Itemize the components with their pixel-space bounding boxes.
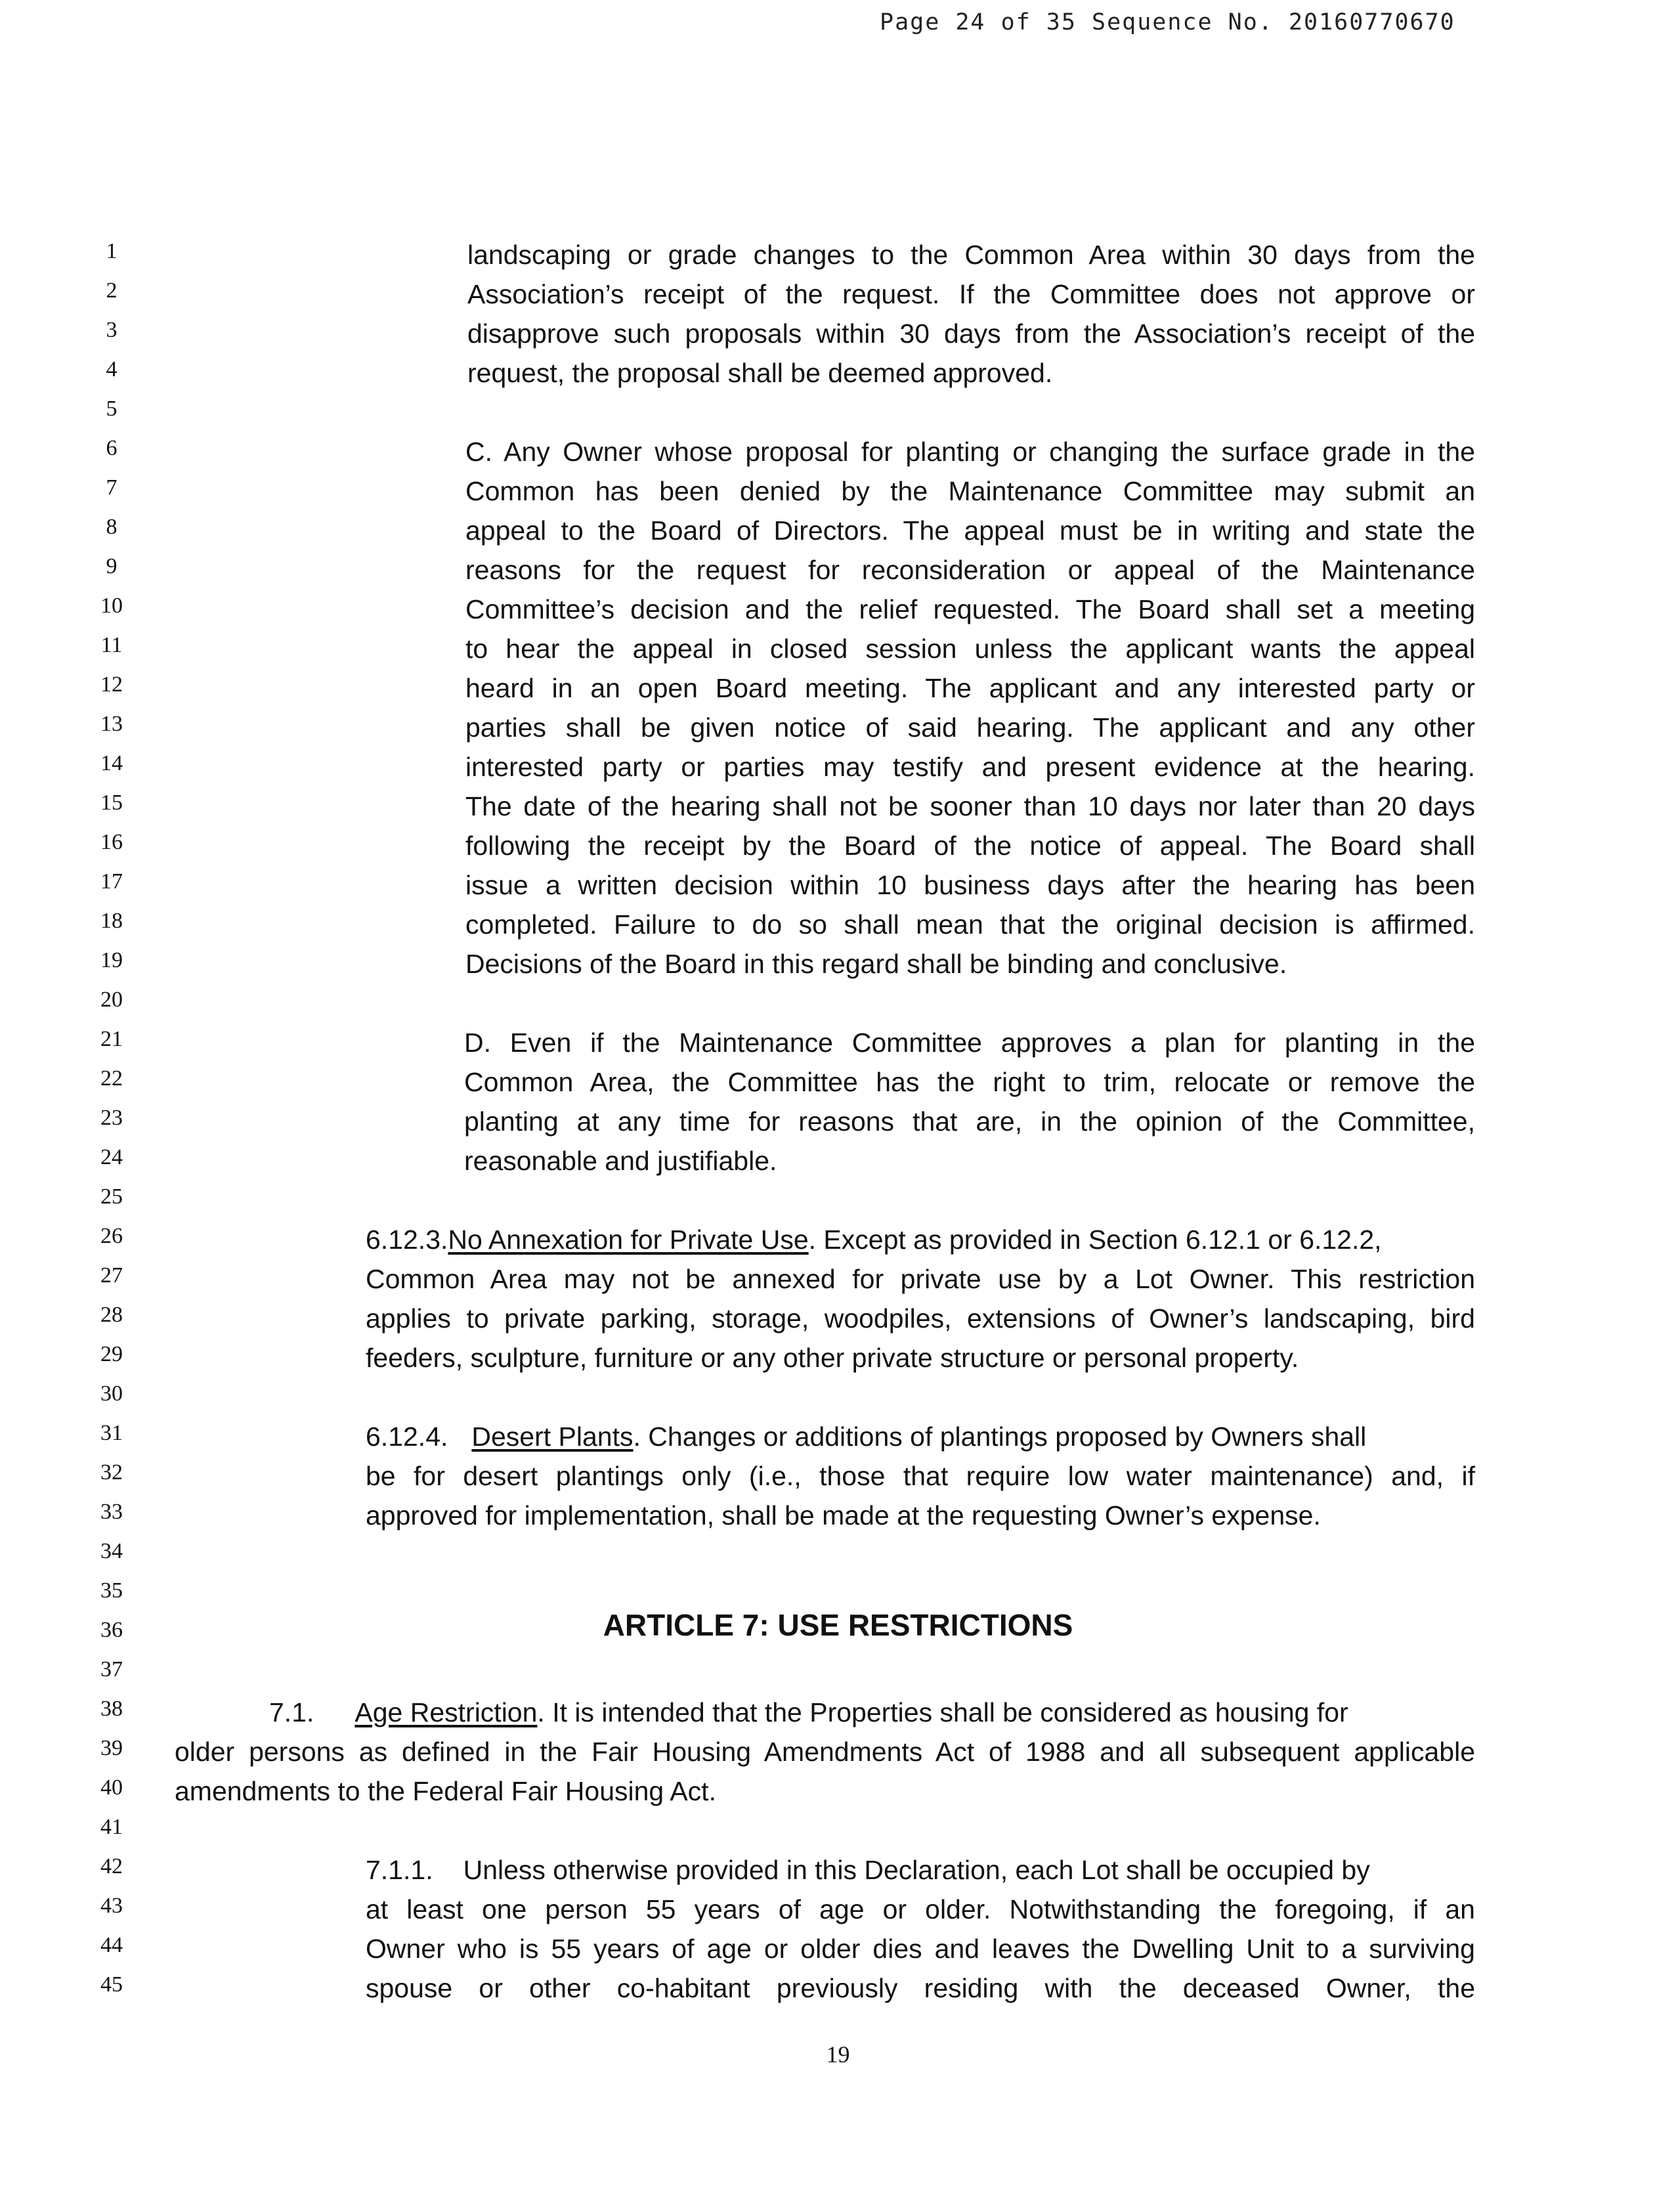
text-line xyxy=(366,1857,1370,1884)
text-line: request, the proposal shall be deemed approved. xyxy=(467,358,1053,388)
line-number: 7 xyxy=(106,475,118,500)
line-number: 8 xyxy=(106,515,118,539)
line-number: 36 xyxy=(100,1618,123,1642)
line-number: 27 xyxy=(100,1263,123,1288)
line-number: 18 xyxy=(100,909,123,933)
text-line: parties shall be given notice of said hearing. The applicant and any other xyxy=(465,712,1475,743)
text-line: Common Area, the Committee has the right to trim, relocate or remove the xyxy=(464,1067,1475,1097)
text-line: The date of the hearing shall not be sooner than 10 days nor later than 20 days xyxy=(465,791,1475,821)
line-number: 34 xyxy=(100,1539,123,1563)
section-text: . Changes or additions of plantings proposed by Owners shall xyxy=(633,1421,1367,1452)
line-number: 20 xyxy=(100,987,123,1012)
section-number: 6.12.3. xyxy=(366,1225,448,1255)
line-number: 25 xyxy=(100,1184,123,1209)
line-number: 9 xyxy=(106,554,118,578)
line-number: 17 xyxy=(100,869,123,894)
text-line: amendments to the Federal Fair Housing Act. xyxy=(175,1776,716,1806)
text-line: reasons for the request for reconsideration or appeal of the Maintenance xyxy=(465,555,1475,585)
text-line: to hear the appeal in closed session unless the applicant wants the appeal xyxy=(465,634,1475,664)
line-number: 2 xyxy=(106,278,118,303)
line-number: 28 xyxy=(100,1303,123,1327)
line-number: 35 xyxy=(100,1578,123,1603)
page-sequence-header: Page 24 of 35 Sequence No. 20160770670 xyxy=(880,9,1455,35)
line-number: 10 xyxy=(100,594,123,618)
line-number: 12 xyxy=(100,672,123,697)
text-line: interested party or parties may testify and present evidence at the hearing. xyxy=(465,752,1475,782)
line-number: 39 xyxy=(100,1736,123,1760)
text-line xyxy=(366,1423,1366,1450)
text-line: be for desert plantings only (i.e., those that require low water maintenance) and, if xyxy=(366,1461,1475,1491)
text-line: landscaping or grade changes to the Common Area within 30 days from the xyxy=(467,240,1475,270)
text-line: C. Any Owner whose proposal for planting or changing the surface grade in the xyxy=(465,437,1475,467)
line-number: 21 xyxy=(100,1027,123,1051)
section-title: No Annexation for Private Use xyxy=(448,1225,809,1255)
section-text: . Except as provided in Section 6.12.1 or 6.12.2, xyxy=(808,1225,1382,1255)
text-line: older persons as defined in the Fair Housing Amendments Act of 1988 and all subsequent applicable xyxy=(175,1737,1475,1767)
line-number: 14 xyxy=(100,751,123,775)
text-line: issue a written decision within 10 business days after the hearing has been xyxy=(465,870,1475,900)
text-line: Committee’s decision and the relief requested. The Board shall set a meeting xyxy=(465,594,1475,624)
line-number: 24 xyxy=(100,1145,123,1169)
line-number: 16 xyxy=(100,830,123,854)
line-number: 42 xyxy=(100,1854,123,1878)
text-line xyxy=(366,1226,1382,1253)
line-number: 33 xyxy=(100,1500,123,1524)
text-line: at least one person 55 years of age or older. Notwithstanding the foregoing, if an xyxy=(366,1894,1475,1924)
line-number: 41 xyxy=(100,1815,123,1839)
text-line: heard in an open Board meeting. The applicant and any interested party or xyxy=(465,673,1475,703)
line-number: 31 xyxy=(100,1421,123,1445)
section-number: 7.1. xyxy=(269,1697,314,1727)
line-number: 40 xyxy=(100,1775,123,1800)
line-number: 15 xyxy=(100,791,123,815)
line-number: 13 xyxy=(100,712,123,736)
section-text: Unless otherwise provided in this Declaration, each Lot shall be occupied by xyxy=(463,1855,1370,1885)
text-line: Common Area may not be annexed for private use by a Lot Owner. This restriction xyxy=(366,1264,1475,1294)
line-number: 3 xyxy=(106,318,118,342)
text-line: Common has been denied by the Maintenance Committee may submit an xyxy=(465,476,1475,506)
line-number: 37 xyxy=(100,1657,123,1681)
text-line: disapprove such proposals within 30 days from the Association’s receipt of the xyxy=(467,318,1475,349)
line-number: 32 xyxy=(100,1460,123,1485)
line-number: 6 xyxy=(106,436,118,460)
section-text: . It is intended that the Properties shall be considered as housing for xyxy=(537,1697,1348,1727)
page-number: 19 xyxy=(826,2041,850,2068)
text-line: Association’s receipt of the request. If the Committee does not approve or xyxy=(467,279,1475,309)
article-heading: ARTICLE 7: USE RESTRICTIONS xyxy=(603,1608,1073,1642)
line-number: 38 xyxy=(100,1697,123,1721)
section-number: 7.1.1. xyxy=(366,1855,433,1885)
text-line: approved for implementation, shall be made at the requesting Owner’s expense. xyxy=(366,1500,1321,1530)
section-number: 6.12.4. xyxy=(366,1421,448,1452)
line-number: 43 xyxy=(100,1894,123,1918)
line-number: 45 xyxy=(100,1972,123,1997)
text-line: following the receipt by the Board of the notice of appeal. The Board shall xyxy=(465,831,1475,861)
section-title: Desert Plants xyxy=(471,1421,634,1452)
line-number: 4 xyxy=(106,357,118,381)
line-number: 29 xyxy=(100,1342,123,1366)
line-number: 30 xyxy=(100,1381,123,1406)
text-line: D. Even if the Maintenance Committee approves a plan for planting in the xyxy=(464,1028,1475,1058)
line-number: 5 xyxy=(106,397,118,421)
text-line: completed. Failure to do so shall mean that the original decision is affirmed. xyxy=(465,909,1475,940)
text-line: Decisions of the Board in this regard shall be binding and conclusive. xyxy=(465,949,1287,979)
line-number: 19 xyxy=(100,948,123,972)
section-title: Age Restriction xyxy=(355,1697,538,1727)
text-line: applies to private parking, storage, woodpiles, extensions of Owner’s landscaping, bird xyxy=(366,1303,1475,1334)
text-line: planting at any time for reasons that are, in the opinion of the Committee, xyxy=(464,1106,1475,1137)
text-line: spouse or other co-habitant previously residing with the deceased Owner, the xyxy=(366,1973,1475,2003)
line-number: 1 xyxy=(106,239,118,263)
text-line: appeal to the Board of Directors. The appeal must be in writing and state the xyxy=(465,515,1475,546)
text-line xyxy=(269,1699,1348,1726)
text-line: feeders, sculpture, furniture or any other private structure or personal property. xyxy=(366,1343,1299,1373)
line-number: 26 xyxy=(100,1224,123,1248)
line-number: 22 xyxy=(100,1066,123,1091)
line-number: 11 xyxy=(100,633,123,657)
line-number: 44 xyxy=(100,1933,123,1957)
text-line: Owner who is 55 years of age or older dies and leaves the Dwelling Unit to a surviving xyxy=(366,1934,1475,1964)
line-number: 23 xyxy=(100,1106,123,1130)
text-line: reasonable and justifiable. xyxy=(464,1146,777,1176)
